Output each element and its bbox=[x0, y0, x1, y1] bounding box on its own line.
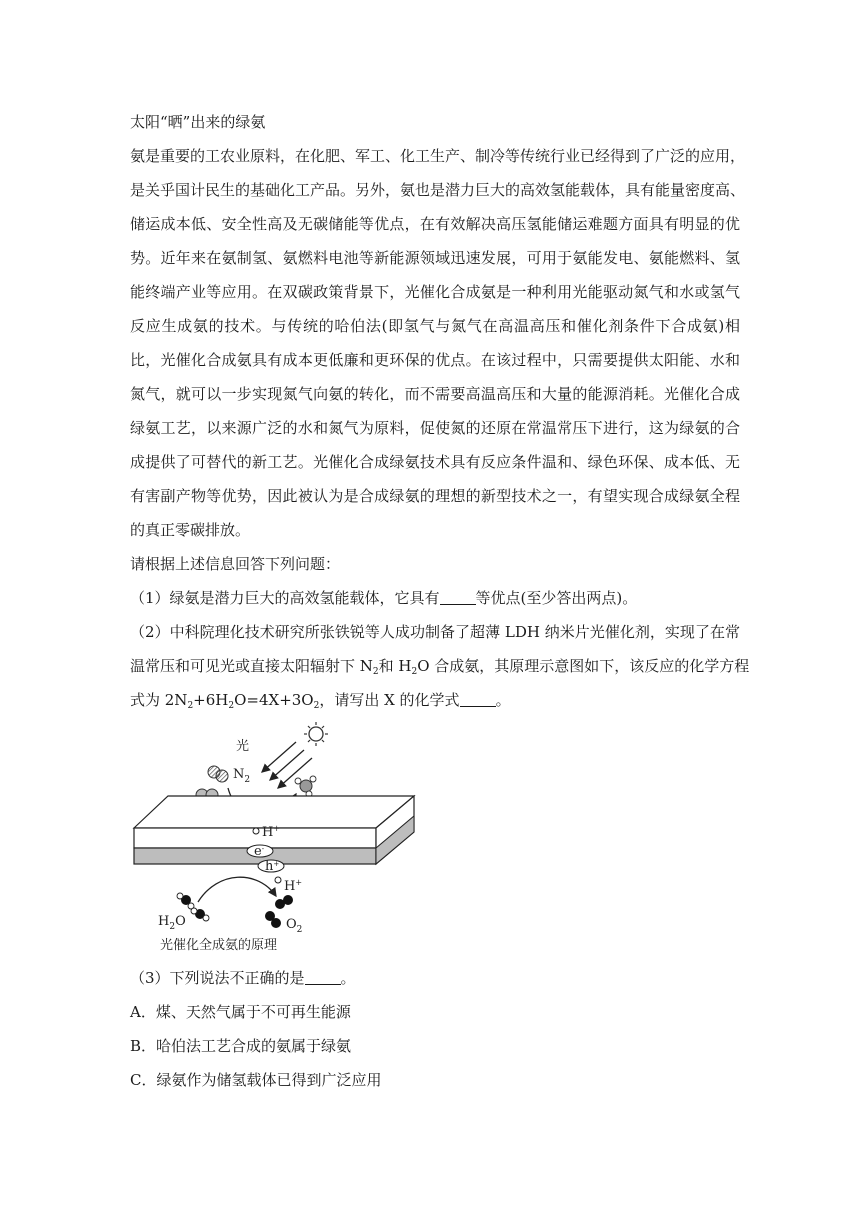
question-2-line-1: （2）中科院理化技术研究所张铁锐等人成功制备了超薄 LDH 纳米片光催化剂，实现了在常 bbox=[130, 623, 740, 641]
q1-text-end: 等优点(至少答出两点)。 bbox=[475, 589, 638, 607]
question-2-line-2 bbox=[130, 656, 750, 677]
q1-text: （1）绿氨是潜力巨大的高效氢能载体，它具有 bbox=[130, 589, 440, 607]
q2-text: ，请写出 X 的化学式 bbox=[319, 691, 460, 709]
proton-label-bottom: H+ bbox=[284, 878, 303, 894]
q3-answer-blank[interactable] bbox=[305, 970, 341, 985]
paragraph-line: 绿氨工艺，以来源广泛的水和氮气为原料，促使氮的还原在常温常压下进行，这为绿氨的合 bbox=[130, 419, 740, 437]
question-prompt: 请根据上述信息回答下列问题： bbox=[130, 555, 341, 573]
paragraph-line: 是关乎国计民生的基础化工产品。另外，氨也是潜力巨大的高效氢能载体，具有能量密度高、 bbox=[130, 181, 746, 199]
paragraph-line: 氮气，就可以一步实现氮气向氨的转化，而不需要高温高压和大量的能源消耗。光催化合成 bbox=[130, 385, 740, 403]
hole-label: h+ bbox=[265, 859, 280, 874]
subscript: 2 bbox=[187, 701, 194, 711]
paragraph-line: 氨是重要的工农业原料，在化肥、军工、化工生产、制冷等传统行业已经得到了广泛的应用， bbox=[130, 147, 746, 165]
h2o-molecule-icon bbox=[177, 893, 194, 909]
q2-text: 和 H bbox=[378, 657, 412, 675]
o2-label: $O_2$ bbox=[286, 917, 303, 935]
photocatalysis-diagram bbox=[128, 720, 428, 960]
paragraph-line: 反应生成氨的技术。与传统的哈伯法(即氢气与氮气在高温高压和催化剂条件下合成氨)相 bbox=[130, 317, 740, 335]
paragraph-line: 成提供了可替代的新工艺。光催化合成绿氨技术具有反应条件温和、绿色环保、成本低、无 bbox=[130, 453, 740, 471]
q2-text: 温常压和可见光或直接太阳辐射下 N bbox=[130, 657, 373, 675]
proton-icon bbox=[253, 828, 259, 834]
paragraph-line: 有害副产物等优势，因此被认为是合成绿氨的理想的新型技术之一，有望实现合成绿氨全程 bbox=[130, 487, 740, 505]
q2-text: O 合成氨，其原理示意图如下，该反应的化学方程 bbox=[417, 657, 750, 675]
subscript: 2 bbox=[228, 701, 235, 711]
light-label: 光 bbox=[236, 739, 250, 754]
oxidation-arrow bbox=[198, 877, 276, 902]
h2o-molecule-icon bbox=[191, 908, 209, 921]
paragraph-line: 势。近年来在氨制氢、氨燃料电池等新能源领域迅速发展，可用于氨能发电、氨能燃料、氢 bbox=[130, 249, 740, 267]
q2-text: O=4X+3O bbox=[234, 691, 314, 709]
electron-label: e- bbox=[254, 844, 265, 859]
subscript: 2 bbox=[411, 667, 418, 677]
q2-answer-blank[interactable] bbox=[460, 692, 496, 707]
n2-molecule-icon bbox=[208, 766, 228, 782]
subscript: 2 bbox=[372, 667, 379, 677]
q1-answer-blank[interactable] bbox=[440, 590, 476, 605]
proton-icon bbox=[275, 877, 281, 883]
o2-molecule-icon bbox=[275, 895, 293, 909]
q2-text: +6H bbox=[193, 691, 229, 709]
q3-text: （3）下列说法不正确的是 bbox=[130, 969, 305, 987]
question-3-stem bbox=[130, 968, 740, 988]
paragraph-line: 的真正零碳排放。 bbox=[130, 521, 251, 539]
article-title: 太阳“晒”出来的绿氨 bbox=[130, 113, 266, 131]
diagram-svg bbox=[128, 720, 428, 960]
option-c[interactable]: C．绿氨作为储氢载体已得到广泛应用 bbox=[130, 1071, 382, 1089]
n2-label: $N_2$ bbox=[233, 767, 251, 785]
q3-text-end: 。 bbox=[340, 969, 356, 987]
proton-label-top: H+ bbox=[262, 824, 281, 840]
paragraph-line: 储运成本低、安全性高及无碳储能等优点，在有效解决高压氢能储运难题方面具有明显的优 bbox=[130, 215, 740, 233]
sun-icon bbox=[304, 722, 328, 746]
figure-caption: 光催化全成氨的原理 bbox=[160, 938, 278, 953]
question-1 bbox=[130, 588, 740, 608]
q2-text-end: 。 bbox=[495, 691, 511, 709]
q2-text: 式为 2N bbox=[130, 691, 188, 709]
option-a[interactable]: A．煤、天然气属于不可再生能源 bbox=[130, 1003, 351, 1021]
o2-molecule-icon bbox=[265, 911, 281, 928]
question-2-line-3 bbox=[130, 690, 740, 710]
paragraph-line: 能终端产业等应用。在双碳政策背景下，光催化合成氨是一种利用光能驱动氮气和水或氢气 bbox=[130, 283, 740, 301]
nh3-molecule-icon bbox=[295, 776, 316, 797]
option-b[interactable]: B．哈伯法工艺合成的氨属于绿氨 bbox=[130, 1037, 352, 1055]
subscript: 2 bbox=[313, 701, 320, 711]
h2o-label: $H_2O$ bbox=[158, 914, 186, 932]
paragraph-line: 比，光催化合成氨具有成本更低廉和更环保的优点。在该过程中，只需要提供太阳能、水和 bbox=[130, 351, 740, 369]
